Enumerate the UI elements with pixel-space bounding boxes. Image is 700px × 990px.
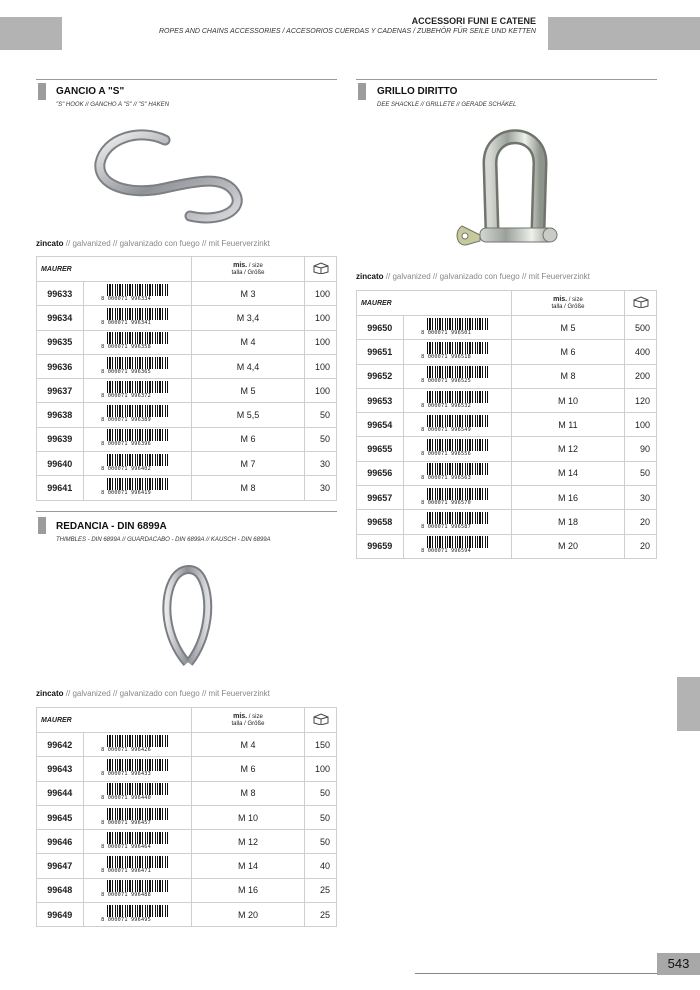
barcode-bars (107, 405, 169, 417)
product-code: 99647 (37, 854, 84, 878)
ean-code: 8 000071 996372 (101, 392, 151, 399)
pack-quantity: 100 (305, 354, 337, 378)
barcode-bars (107, 478, 169, 490)
product-code: 99642 (37, 733, 84, 757)
ean-code: 8 000071 996594 (421, 548, 471, 555)
barcode (403, 316, 511, 340)
pack-quantity: 50 (305, 427, 337, 451)
pack-quantity: 150 (305, 733, 337, 757)
product-code: 99654 (357, 413, 404, 437)
barcode-bars (427, 512, 489, 524)
table-row (37, 830, 337, 854)
size-column-header: mis. / size talla / Größe (191, 708, 305, 733)
chapter-side-tab (677, 677, 700, 731)
size-value: M 6 (511, 340, 625, 364)
barcode-bars (427, 415, 489, 427)
product-code: 99653 (357, 388, 404, 412)
table-row (37, 427, 337, 451)
barcode (403, 510, 511, 534)
barcode-bars (107, 905, 169, 917)
table-row (37, 781, 337, 805)
size-value: M 12 (191, 830, 305, 854)
product-code: 99656 (357, 461, 404, 485)
table-row (357, 388, 657, 412)
barcode (83, 476, 191, 500)
table-row (37, 354, 337, 378)
pack-quantity: 20 (625, 534, 657, 558)
page-number: 543 (657, 953, 700, 975)
size-value: M 14 (191, 854, 305, 878)
product-code: 99645 (37, 805, 84, 829)
barcode (403, 364, 511, 388)
barcode-bars (107, 308, 169, 320)
barcode-bars (427, 488, 489, 500)
size-column-header: mis. / size talla / Größe (191, 257, 305, 282)
barcode (83, 354, 191, 378)
footer-line (415, 973, 657, 974)
barcode-bars (107, 454, 169, 466)
barcode (83, 903, 191, 927)
section-divider (36, 79, 337, 80)
section-subtitle-redancia: THIMBLES - DIN 6899A // GUARDACABO - DIN 6899A // KAUSCH - DIN 6899A (56, 537, 271, 543)
table-row (37, 330, 337, 354)
product-code: 99652 (357, 364, 404, 388)
pack-quantity: 50 (305, 781, 337, 805)
table-row (37, 878, 337, 902)
product-code: 99651 (357, 340, 404, 364)
barcode-bars (107, 759, 169, 771)
barcode-bars (427, 439, 489, 451)
size-value: M 6 (191, 427, 305, 451)
s-hook-image (85, 118, 265, 230)
size-value: M 6 (191, 757, 305, 781)
ean-code: 8 000071 996389 (101, 417, 151, 424)
size-value: M 18 (511, 510, 625, 534)
ean-code: 8 000071 996501 (421, 329, 471, 336)
barcode-bars (427, 463, 489, 475)
product-code: 99655 (357, 437, 404, 461)
ean-code: 8 000071 996532 (421, 402, 471, 409)
table-row (37, 733, 337, 757)
pack-quantity: 100 (305, 330, 337, 354)
size-value: M 4 (191, 733, 305, 757)
barcode (403, 340, 511, 364)
section-divider (356, 79, 657, 80)
ean-code: 8 000071 996587 (421, 524, 471, 531)
pack-quantity: 50 (305, 830, 337, 854)
ean-code: 8 000071 996525 (421, 378, 471, 385)
table-header-row (357, 291, 657, 316)
size-value: M 4,4 (191, 354, 305, 378)
pack-quantity: 120 (625, 388, 657, 412)
pack-quantity: 400 (625, 340, 657, 364)
table-row (357, 461, 657, 485)
finish-note-gancio: zincato // galvanized // galvanizado con fuego // mit Feuerverzinkt (36, 239, 270, 248)
ean-code: 8 000071 996471 (101, 868, 151, 875)
dee-shackle-image (450, 118, 560, 263)
ean-code: 8 000071 996570 (421, 499, 471, 506)
pack-quantity: 100 (305, 282, 337, 306)
pack-quantity: 50 (305, 805, 337, 829)
barcode (403, 461, 511, 485)
table-row (357, 486, 657, 510)
barcode (403, 413, 511, 437)
barcode-bars (107, 332, 169, 344)
table-row (357, 510, 657, 534)
barcode (403, 486, 511, 510)
product-code: 99635 (37, 330, 84, 354)
barcode-bars (107, 808, 169, 820)
section-marker (38, 83, 46, 100)
size-value: M 8 (191, 781, 305, 805)
section-divider (36, 511, 337, 512)
product-code: 99639 (37, 427, 84, 451)
ean-code: 8 000071 996495 (101, 916, 151, 923)
brand-logo: MAURER (357, 291, 512, 316)
product-code: 99637 (37, 379, 84, 403)
package-icon (305, 708, 337, 733)
pack-quantity: 30 (305, 452, 337, 476)
product-code: 99636 (37, 354, 84, 378)
barcode (403, 388, 511, 412)
ean-code: 8 000071 996396 (101, 441, 151, 448)
section-marker (358, 83, 366, 100)
product-table-redancia (36, 707, 337, 927)
pack-quantity: 40 (305, 854, 337, 878)
header-accent-right (548, 17, 700, 50)
product-code: 99658 (357, 510, 404, 534)
ean-code: 8 000071 996549 (421, 426, 471, 433)
pack-quantity: 200 (625, 364, 657, 388)
pack-quantity: 100 (305, 306, 337, 330)
product-code: 99650 (357, 316, 404, 340)
product-code: 99646 (37, 830, 84, 854)
brand-logo: MAURER (37, 257, 192, 282)
size-value: M 12 (511, 437, 625, 461)
header-accent-left (0, 17, 62, 50)
barcode-bars (107, 357, 169, 369)
barcode (83, 330, 191, 354)
pack-quantity: 20 (625, 510, 657, 534)
ean-code: 8 000071 996341 (101, 319, 151, 326)
table-row (37, 805, 337, 829)
barcode (83, 878, 191, 902)
ean-code: 8 000071 996488 (101, 892, 151, 899)
barcode (83, 282, 191, 306)
size-value: M 20 (191, 903, 305, 927)
table-row (37, 379, 337, 403)
product-table-gancio (36, 256, 337, 501)
ean-code: 8 000071 996440 (101, 795, 151, 802)
table-row (37, 476, 337, 500)
barcode-bars (427, 536, 489, 548)
ean-code: 8 000071 996518 (421, 353, 471, 360)
table-row (37, 757, 337, 781)
product-code: 99641 (37, 476, 84, 500)
barcode-bars (427, 318, 489, 330)
pack-quantity: 25 (305, 878, 337, 902)
pack-quantity: 90 (625, 437, 657, 461)
pack-quantity: 50 (625, 461, 657, 485)
size-value: M 10 (511, 388, 625, 412)
pack-quantity: 500 (625, 316, 657, 340)
size-value: M 16 (191, 878, 305, 902)
brand-logo: MAURER (37, 708, 192, 733)
package-icon (305, 257, 337, 282)
size-value: M 20 (511, 534, 625, 558)
table-row (37, 452, 337, 476)
size-value: M 3,4 (191, 306, 305, 330)
ean-code: 8 000071 996556 (421, 451, 471, 458)
size-value: M 5 (191, 379, 305, 403)
size-value: M 5 (511, 316, 625, 340)
page-category-subtitle: ROPES AND CHAINS ACCESSORIES / ACCESORIOS CUERDAS Y CADENAS / ZUBEHÖR FÜR SEILE UND KETTEN (158, 28, 536, 35)
ean-code: 8 000071 996464 (101, 843, 151, 850)
barcode-bars (427, 391, 489, 403)
barcode-bars (107, 284, 169, 296)
product-code: 99657 (357, 486, 404, 510)
ean-code: 8 000071 996358 (101, 344, 151, 351)
barcode (83, 830, 191, 854)
table-row (357, 534, 657, 558)
product-table-grillo (356, 290, 657, 559)
size-value: M 7 (191, 452, 305, 476)
section-title-grillo: GRILLO DIRITTO (377, 86, 458, 97)
table-row (357, 413, 657, 437)
barcode (83, 781, 191, 805)
barcode (83, 805, 191, 829)
section-title-gancio: GANCIO A "S" (56, 86, 125, 97)
product-code: 99649 (37, 903, 84, 927)
size-value: M 5,5 (191, 403, 305, 427)
ean-code: 8 000071 996419 (101, 490, 151, 497)
product-code: 99659 (357, 534, 404, 558)
barcode-bars (107, 880, 169, 892)
pack-quantity: 100 (625, 413, 657, 437)
ean-code: 8 000071 996457 (101, 819, 151, 826)
thimble-image (155, 563, 220, 671)
size-column-header: mis. / size talla / Größe (511, 291, 625, 316)
barcode-bars (107, 832, 169, 844)
pack-quantity: 25 (305, 903, 337, 927)
table-row (37, 282, 337, 306)
barcode-bars (107, 735, 169, 747)
barcode-bars (107, 856, 169, 868)
section-subtitle-grillo: DEE SHACKLE // GRILLETE // GERADE SCHÄKEL (377, 102, 517, 108)
ean-code: 8 000071 996365 (101, 368, 151, 375)
table-row (357, 364, 657, 388)
size-value: M 8 (191, 476, 305, 500)
barcode-bars (107, 783, 169, 795)
table-row (37, 403, 337, 427)
barcode (83, 379, 191, 403)
table-row (37, 854, 337, 878)
pack-quantity: 50 (305, 403, 337, 427)
table-row (37, 903, 337, 927)
table-row (357, 316, 657, 340)
product-code: 99643 (37, 757, 84, 781)
ean-code: 8 000071 996563 (421, 475, 471, 482)
barcode (83, 733, 191, 757)
product-code: 99648 (37, 878, 84, 902)
product-code: 99634 (37, 306, 84, 330)
ean-code: 8 000071 996334 (101, 295, 151, 302)
product-code: 99638 (37, 403, 84, 427)
page-category-title: ACCESSORI FUNI E CATENE (411, 16, 536, 26)
finish-note-redancia: zincato // galvanized // galvanizado con fuego // mit Feuerverzinkt (36, 689, 270, 698)
barcode-bars (427, 366, 489, 378)
section-marker (38, 517, 46, 534)
barcode (403, 437, 511, 461)
barcode (83, 757, 191, 781)
barcode (83, 306, 191, 330)
ean-code: 8 000071 996402 (101, 465, 151, 472)
table-row (357, 437, 657, 461)
size-value: M 16 (511, 486, 625, 510)
package-icon (625, 291, 657, 316)
product-code: 99640 (37, 452, 84, 476)
size-value: M 8 (511, 364, 625, 388)
section-title-redancia: REDANCIA - DIN 6899A (56, 521, 167, 532)
size-value: M 14 (511, 461, 625, 485)
barcode (83, 403, 191, 427)
size-value: M 11 (511, 413, 625, 437)
table-row (37, 306, 337, 330)
barcode-bars (107, 429, 169, 441)
barcode (83, 427, 191, 451)
finish-note-grillo: zincato // galvanized // galvanizado con fuego // mit Feuerverzinkt (356, 272, 590, 281)
size-value: M 10 (191, 805, 305, 829)
barcode-bars (107, 381, 169, 393)
table-row (357, 340, 657, 364)
barcode (403, 534, 511, 558)
barcode (83, 452, 191, 476)
table-header-row (37, 257, 337, 282)
table-header-row (37, 708, 337, 733)
size-value: M 4 (191, 330, 305, 354)
product-code: 99644 (37, 781, 84, 805)
section-subtitle-gancio: "S" HOOK // GANCHO A "S" // "S" HAKEN (56, 102, 170, 108)
pack-quantity: 100 (305, 757, 337, 781)
ean-code: 8 000071 996433 (101, 770, 151, 777)
pack-quantity: 30 (305, 476, 337, 500)
size-value: M 3 (191, 282, 305, 306)
barcode (83, 854, 191, 878)
pack-quantity: 100 (305, 379, 337, 403)
ean-code: 8 000071 996426 (101, 746, 151, 753)
product-code: 99633 (37, 282, 84, 306)
barcode-bars (427, 342, 489, 354)
pack-quantity: 30 (625, 486, 657, 510)
